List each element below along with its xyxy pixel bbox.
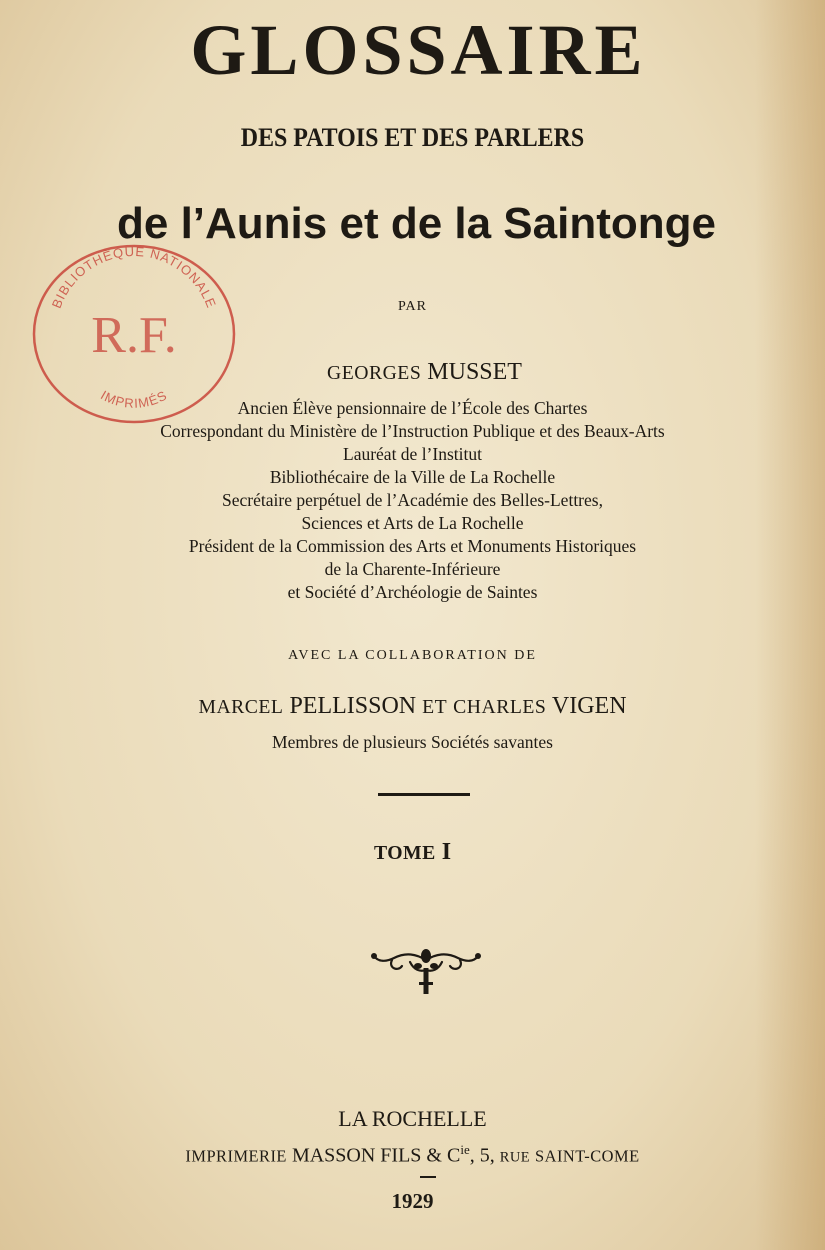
printer-address-prefix: , 5,	[469, 1144, 495, 1167]
credential-line: Lauréat de l’Institut	[343, 444, 482, 464]
credential-line: de la Charente-Inférieure	[324, 559, 501, 579]
stamp-top-text: BIBLIOTHÈQUE NATIONALE	[48, 243, 220, 311]
collaborators-names	[0, 691, 825, 722]
credential-line: Correspondant du Ministère de l’Instruction Publique et des Beaux-Arts	[160, 421, 665, 441]
publisher-city: LA ROCHELLE	[338, 1106, 487, 1131]
by-label: PAR	[398, 299, 427, 314]
book-title: GLOSSAIRE	[190, 10, 647, 90]
stamp-bottom-text: IMPRIMÉS	[98, 387, 170, 411]
fleuron-ornament-icon	[370, 944, 482, 1000]
author-name	[0, 357, 825, 388]
collaborator2-last-name: VIGEN	[551, 693, 627, 719]
credential-line: Sciences et Arts de La Rochelle	[301, 513, 524, 533]
printer-street-lower: RUE	[499, 1149, 531, 1166]
credential-line: et Société d’Archéologie de Saintes	[287, 582, 538, 602]
year-separator	[420, 1176, 436, 1178]
collaborators-note: Membres de plusieurs Sociétés savantes	[272, 732, 553, 752]
collaborators-conjunction: ET	[422, 696, 448, 718]
author-credentials	[0, 397, 825, 604]
volume-label	[0, 837, 825, 868]
credential-line: Secrétaire perpétuel de l’Académie des Belles-Lettres,	[222, 490, 603, 510]
collaboration-label: AVEC LA COLLABORATION DE	[288, 648, 537, 663]
printer-sup: ie	[460, 1142, 470, 1157]
author-last-name: MUSSET	[427, 359, 522, 385]
printer-street: SAINT-COME	[535, 1146, 640, 1166]
credential-line: Président de la Commission des Arts et Monuments Historiques	[188, 536, 637, 556]
collaborator2-first-name: CHARLES	[453, 696, 547, 718]
book-subtitle: DES PATOIS ET DES PARLERS	[240, 123, 585, 152]
publication-year: 1929	[391, 1189, 434, 1213]
volume-word: TOME	[373, 842, 436, 864]
collaborator1-last-name: PELLISSON	[289, 693, 417, 719]
printer-prefix: IMPRIMERIE	[185, 1146, 287, 1166]
printer-name: MASSON FILS & C	[291, 1144, 461, 1167]
author-first-name: GEORGES	[327, 362, 422, 384]
credential-line: Ancien Élève pensionnaire de l’École des Chartes	[237, 398, 588, 418]
separator-rule	[378, 793, 470, 796]
printer-line	[0, 1137, 825, 1171]
book-subtitle-region: de l’Aunis et de la Saintonge	[117, 199, 716, 248]
volume-number: I	[441, 839, 452, 865]
credential-line: Bibliothécaire de la Ville de La Rochelle	[269, 467, 556, 487]
collaborator1-first-name: MARCEL	[198, 696, 284, 718]
stamp-monogram: R.F.	[91, 307, 177, 364]
